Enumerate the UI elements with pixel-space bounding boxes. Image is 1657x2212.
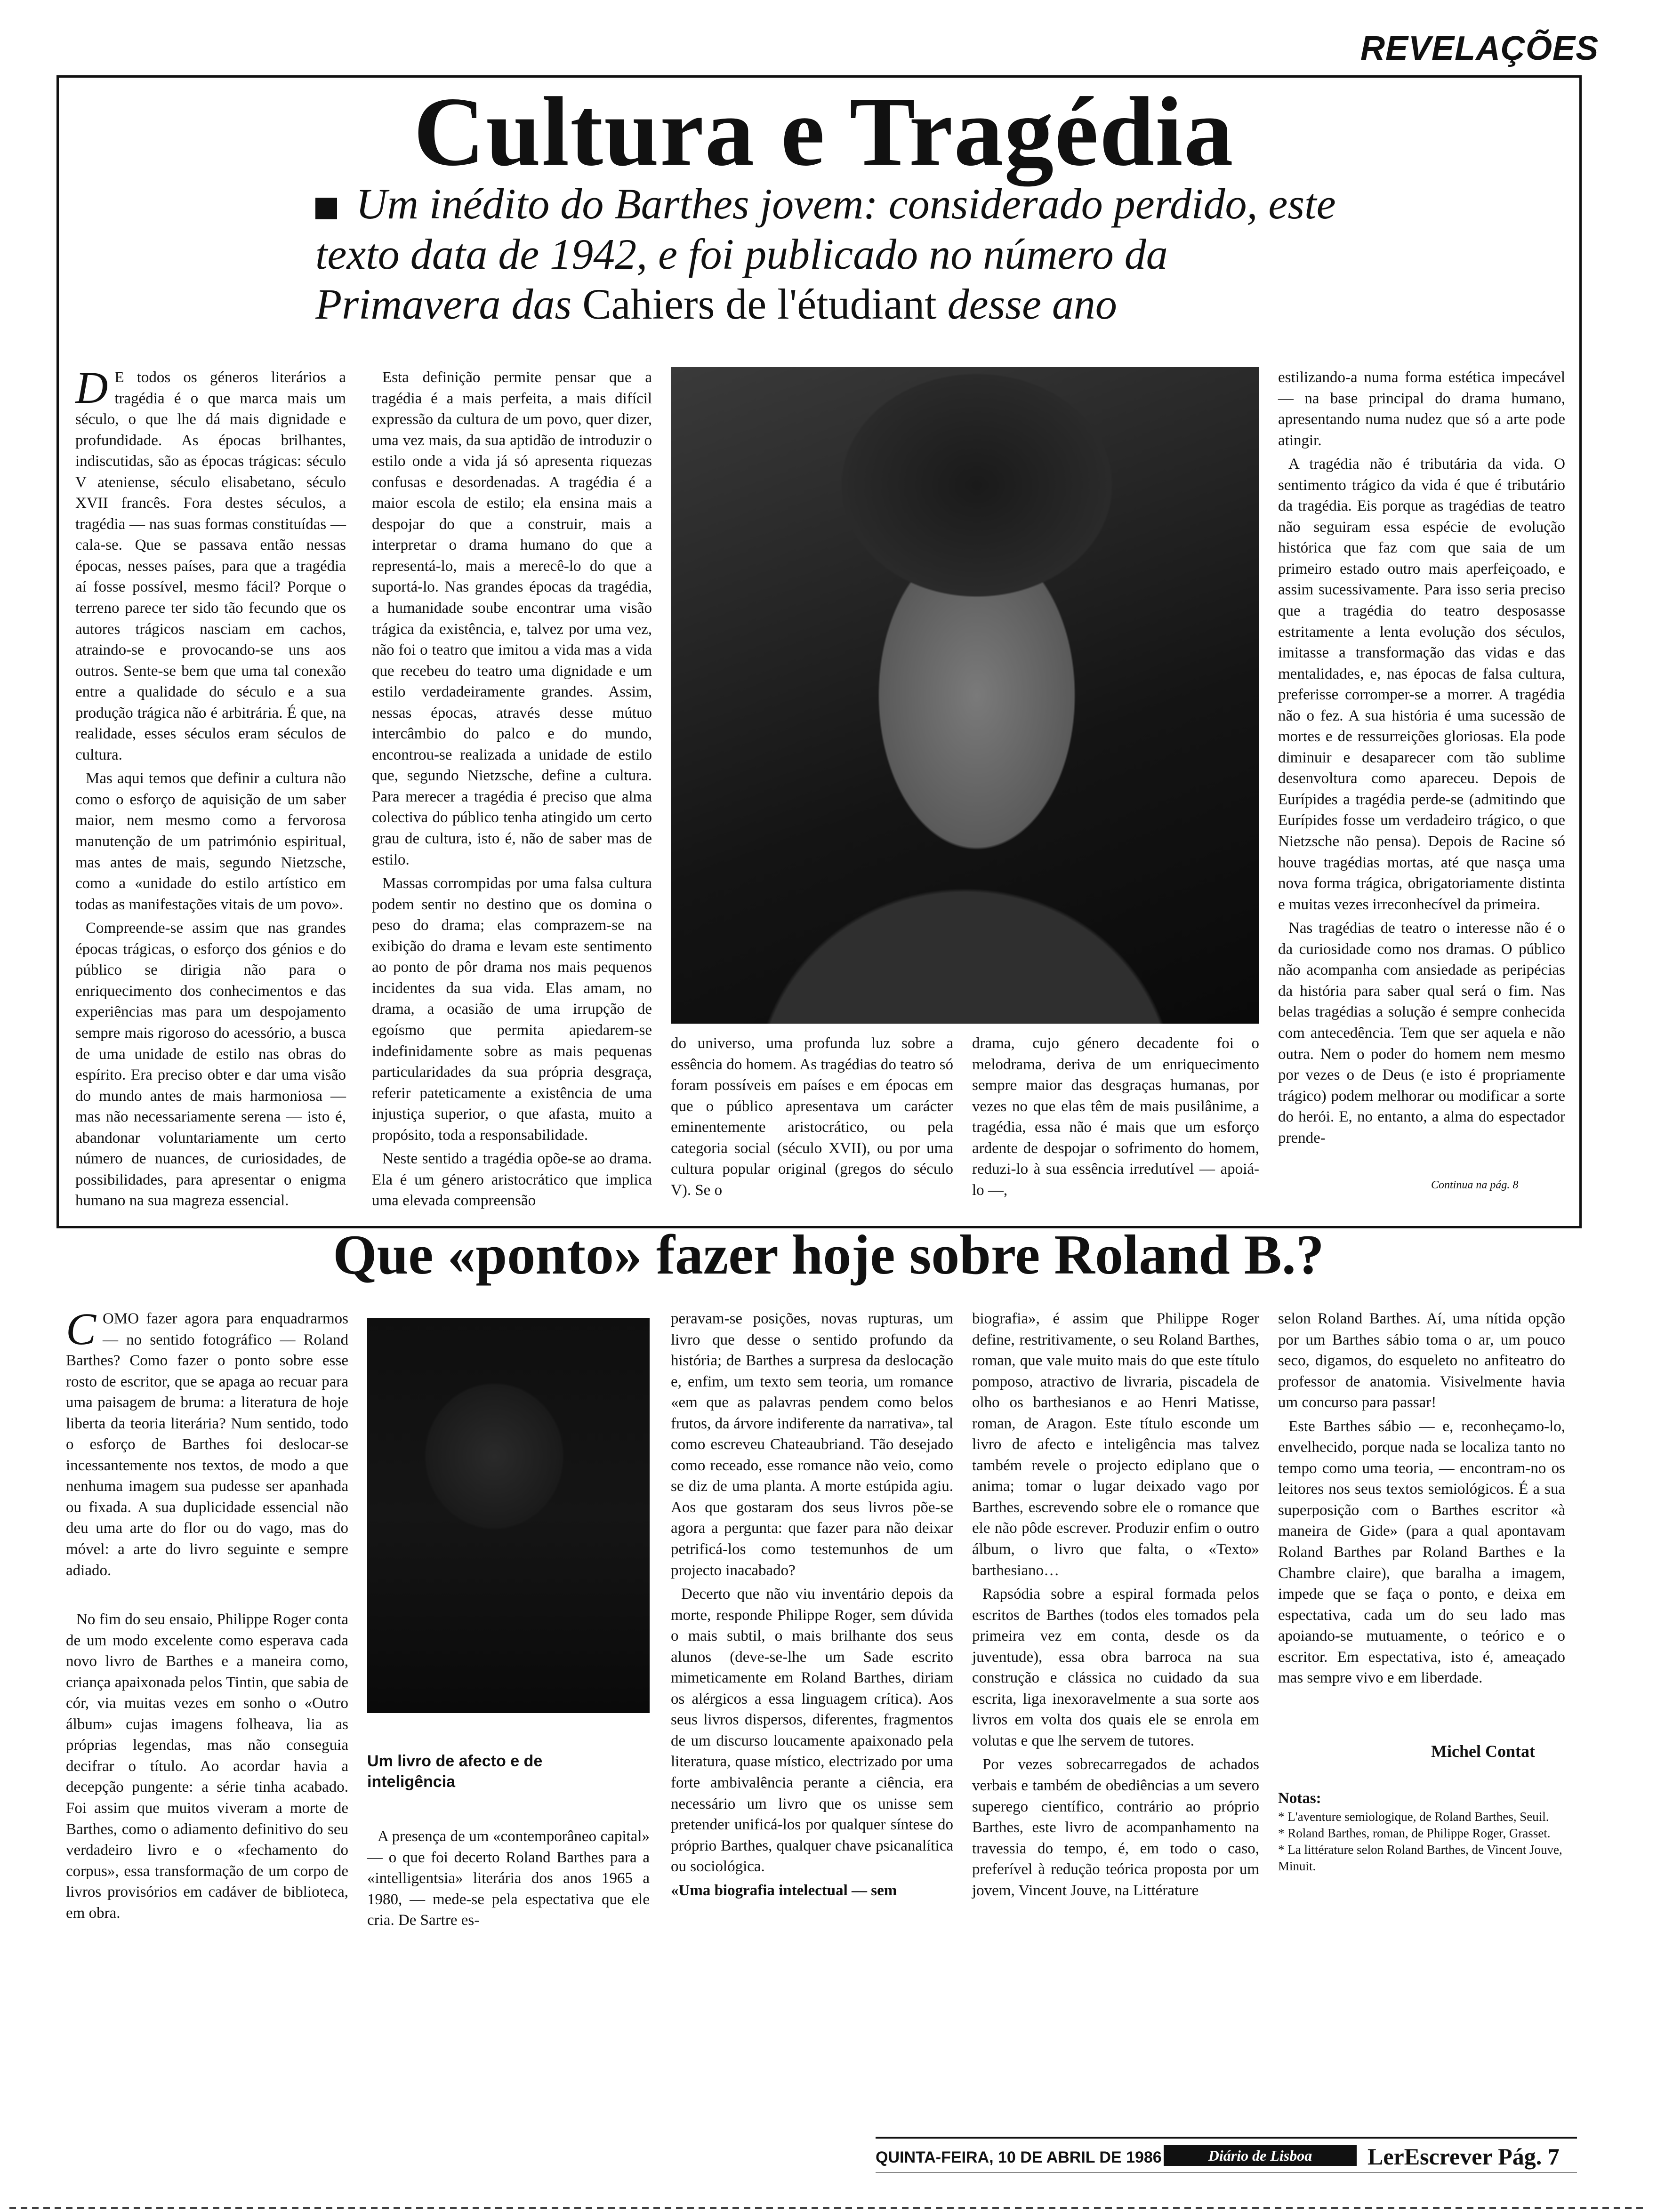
- headline-cultura-tragedia: Cultura e Tragédia: [413, 77, 1234, 186]
- bullet-square: [315, 198, 337, 219]
- article1-column-1: D E todos os géneros literários a tragédia é o que marca mais um século, o que lhe dá mais dignidade e profundidade. As épocas brilhantes, indiscutidas, são as épocas trágicas: século V ateniense, século elisabetano, século XVII francês. Fora destes séculos, a tragédia — nas suas formas constituídas — cala-se. Que se passava então nessas épocas, nesses países, para que a tragédia aí fosse possível, mesmo fácil? Porque o terreno parece ter sido tão fecundo que os autores trágicos nasciam em cachos, atraindo-se e provocando-se uns aos outros. Sente-se bem que uma tal conexão entre a qualidade do século e a sua produção trágica não é arbitrária. É que, na realidade, esses séculos eram séculos de cultura. Mas aqui temos que definir a cultura não como o esforço de aquisição de um saber maior, nem mesmo como a fervorosa manutenção de um património espiritual, mas antes de mais, segundo Nietzsche, como a «unidade do estilo artístico em todas as manifestações vitais de um povo». Compreende-se assim que nas grandes épocas trágicas, o esforço dos génios e do público se dirigia não para o enriquecimento dos conhecimentos e das experiências mas para um despojamento sempre mais rigoroso do acessório, a busca de uma unidade de estilo nas obras do espírito. Era preciso obter e dar uma visão do mundo antes de mais harmoniosa — mas não necessariamente serena — isto é, abandonar voluntariamente um certo número de nuances, de curiosidades, de possibilidades, para apresentar o enigma humano na sua magreza essencial.: [75, 362, 346, 1210]
- note-item: * La littérature selon Roland Barthes, de Vincent Jouve, Minuit.: [1278, 1843, 1562, 1874]
- headline-roland-b: Que «ponto» fazer hoje sobre Roland B.?: [333, 1223, 1324, 1286]
- article1-column-2: Esta definição permite pensar que a tragédia é a mais perfeita, a mais difícil expressão da cultura de um povo, quer dizer, uma vez mais, da sua aptidão de introduzir o estilo onde a vida já só apresenta riquezas confusas e desordenadas. A tragédia é a maior escola de estilo; ela ensina mais a despojar do que a construir, mais a interpretar o drama humano do que a representá-lo, mais a merecê-lo do que a suportá-lo. Nas grandes épocas da tragédia, a humanidade soube encontrar uma visão trágica da existência, e, talvez por uma vez, não foi o teatro que imitou a vida mas a vida que recebeu do teatro uma dignidade e um estilo verdadeiramente grandes. Assim, nessas épocas, através desse mútuo intercâmbio do palco e do mundo, encontrou-se realizada a unidade de estilo que, segundo Nietzsche, define a cultura. Para merecer a tragédia é preciso que alma colectiva do público tenha atingido um certo grau de cultura, isto é, não de saber mas de estilo. Massas corrompidas por uma falsa cultura podem sentir no destino que os domina o peso do drama; elas comprazem-se na exibição do drama e levam este sentimento ao ponto de pôr drama nos mais pequenos incidentes da sua vida. Elas amam, no drama, a ocasião de uma irrupção de egoísmo que permita apiedarem-se indefinidamente sobre as mais pequenas particularidades da sua própria desgraça, referir pateticamente a existência de uma injustiça superior, o que afasta, muito a propósito, toda a responsabilidade. Neste sentido a tragédia opõe-se ao drama. Ela é um género aristocrático que implica uma elevada compreensão: [372, 369, 652, 1210]
- note-item: * L'aventure semiologique, de Roland Barthes, Seuil.: [1278, 1809, 1549, 1824]
- section-label: REVELAÇÕES: [1360, 30, 1599, 67]
- photo-caption: Um livro de afecto e de inteligência: [367, 1752, 543, 1791]
- portrait-photo-barthes: [671, 367, 1259, 1024]
- notes-block: [1278, 1788, 1579, 1875]
- dropcap: D: [75, 362, 108, 413]
- footer-rule-bottom: [876, 2172, 1577, 2173]
- newspaper-logo: Diário de Lisboa: [1164, 2145, 1357, 2166]
- author-signature: Michel Contat: [1431, 1742, 1535, 1761]
- notes-title: Notas:: [1278, 1790, 1321, 1807]
- footer-rule: [876, 2137, 1577, 2139]
- article1-under-photo-left: do universo, uma profunda luz sobre a essência do homem. As tragédias do teatro só foram possíveis em países e em épocas em que o público apresentava um carácter eminentemente aristocrático, ou pela categoria social (século XVII), ou por uma cultura popular original (gregos do século V). Se o: [671, 1035, 953, 1199]
- photo-roland-barthes: [367, 1318, 650, 1713]
- article1-column-4: estilizando-a numa forma estética impecável — na base principal do drama humano, apresentando numa nudez que só a arte pode atingir. A tragédia não é tributária da vida. O sentimento trágico da vida é que é tributário da tragédia. Eis porque as tragédias de teatro não seguiram essa espécie de evolução histórica que faz com que saia de um primeiro estado outro mais aperfeiçoado, e assim sucessivamente. Para isso seria preciso que a tragédia do teatro desposasse estritamente a lenta evolução dos séculos, imitasse a transformação das vidas e das mentalidades, e, nas épocas de falsa cultura, preferisse corromper-se a morrer. A tragédia não o fez. A sua história é uma sucessão de mortes e de ressurreições gloriosas. Ela pode diminuir e desaparecer com tão sublime desenvoltura como apareceu. Depois de Eurípides a tragédia perde-se (admitindo que Eurípides fosse um verdadeiro trágico, o que Nietzsche não pensa). Depois de Racine só houve tragédias mortas, até que nasça uma nova forma trágica, obrigatoriamente distinta e muitas vezes irreconhecível da primeira. Nas tragédias de teatro o interesse não é o da curiosidade como nos dramas. O público não acompanha com ansiedade as peripécias da história para saber qual será o fim. Nas belas tragédias a solução é sempre conhecida com antecedência. Tem que ser aquela e não outra. Nem o poder do homem nem mesmo por vezes o de Deus (e isto é propriamente trágico) podem melhorar ou modificar a sorte do herói. E, no entanto, a alma do espectador prende-: [1278, 369, 1565, 1146]
- dropcap: C: [66, 1304, 97, 1354]
- page-number: LerEscrever Pág. 7: [1367, 2143, 1560, 2170]
- article2-column-1: COMO fazer agora para enquadrarmos — no sentido fotográfico — Roland Barthes? Como fazer o ponto sobre esse rosto de escritor, que se apaga ao recuar para uma paisagem de bruma: a literatura de hoje liberta da teoria literária? Num sentido, todo o esforço de Barthes foi deslocar-se incessantemente nos textos, de modo a que nenhuma imagem sua pudesse ser apanhada ou fixada. A sua duplicidade essencial não deu uma arte do flor ou do vago, mas do móvel: a arte do livro seguinte e sempre adiado. No fim do seu ensaio, Philippe Roger conta de um modo excelente como esperava cada novo livro de Barthes e a maneira como, criança apaixonada pelos Tintin, que sabia de cór, via muitas vezes em sonho o «Outro álbum» cujas imagens folheava, lia as próprias legendas, mas não conseguia decifrar o título. Ao acordar havia a decepção pungente: a série tinha acabado. Foi assim que muitos viveram a morte de Barthes, como o adiamento definitivo do seu verdadeiro livro e o «fechamento do corpus», essa transformação de um corpo de livros provisórios em cadáver de biblioteca, em obra.: [66, 1304, 348, 1922]
- footer-date: QUINTA-FEIRA, 10 DE ABRIL DE 1986: [876, 2148, 1162, 2166]
- article2-column-5: selon Roland Barthes. Aí, uma nítida opção por um Barthes sábio toma o ar, um pouco seco, digamos, do esqueleto no anfiteatro do professor de anatomia. Visivelmente havia um concurso para passar! Este Barthes sábio — e, reconheçamo-lo, envelhecido, porque nada se localiza tanto no tempo como uma teoria, — encontram-no os leitores nos seus textos semiológicos. É a sua superposição com o Barthes escritor «à maneira de Gide» (para a qual apontavam Roland Barthes par Roland Barthes e la Chambre claire), que baralha a imagem, impede que se faça o ponto, e deixa em espectativa, cada um do seu lado mas apoiando-se mutuamente, o teórico e o escritor. Em espectativa, isto é, ameaçado mas sempre vivo e em liberdade.: [1278, 1310, 1565, 1687]
- continued-note: Continua na pág. 8: [1431, 1179, 1519, 1191]
- article-deck: Um inédito do Barthes jovem: considerado perdido, este texto data de 1942, e foi publicado no número da Primavera das Cahiers de l'étudiant desse ano: [315, 180, 1336, 329]
- article1-under-photo-right: drama, cujo género decadente foi o melodrama, deriva de um enriquecimento sempre maior das desgraças humanas, por vezes no que elas têm de mais pusilânime, a tragédia, essa não é mais que um esforço ardente de despojar o sofrimento do homem, reduzi-lo à sua essência irredutível — apoiá-lo —,: [972, 1035, 1259, 1199]
- article2-column-3: peravam-se posições, novas rupturas, um livro que desse o sentido profundo da história; de Barthes a surpresa da deslocação e, enfim, um texto sem teoria, um romance «em que as palavras pendem como belos frutos, da árvore indiferente da narrativa», tal como escreveu Chateaubriand. Tão desejado como receado, esse romance não veio, como se diz de uma planta. A morte estúpida agiu. Aos que gostaram dos seus livros põe-se agora a pergunta: que fazer para não deixar petrificá-los como testemunhos de um projecto inacabado? Decerto que não viu inventário depois da morte, responde Philippe Roger, sem dúvida o mais subtil, o mais brilhante dos seus alunos (deve-se-lhe um Sade escrito mimeticamente em Roland Barthes, diriam os alérgicos a essa linguagem crítica). Aos seus livros dispersos, diferentes, fragmentos de um discurso loucamente apaixonado pela literatura, quase místico, electrizado por uma forte ambivalência perante a ciência, era necessário um livro que os unisse sem pretender unificá-los por qualquer síntese do próprio Barthes, qualquer chave psicanalítica ou sociológica. «Uma biografia intelectual — sem: [671, 1310, 953, 1899]
- article2-column-2-text: A presença de um «contemporâneo capital» — o que foi decerto Roland Barthes para a «intelligentsia» literária dos anos 1965 a 1980, — mede-se pela espectativa que ele cria. De Sartre es-: [367, 1828, 650, 1929]
- scan-edge-dashes: [9, 2207, 1648, 2209]
- note-item: * Roland Barthes, roman, de Philippe Roger, Grasset.: [1278, 1826, 1551, 1840]
- article2-column-4: biografia», é assim que Philippe Roger define, restritivamente, o seu Roland Barthes, roman, que vale muito mais do que este título pomposo, atractivo de livraria, piscadela de olho os barthesianos e ao Henri Matisse, roman, de Aragon. Este título esconde um livro de afecto e inteligência mas talvez também revele o projecto ediplano que o anima; tomar o lugar deixado vago por Barthes, escrevendo sobre ele o romance que ele não pôde escrever. Produzir enfim o outro álbum, o livro que falta, o «Texto» barthesiano… Rapsódia sobre a espiral formada pelos escritos de Barthes (todos eles tomados pela primeira vez em conta, desde os da juventude), essa obra barroca na sua construção e clássica no cuidado da sua escrita, liga inexoravelmente a sua sorte aos livros em volta dos quais ele se enrola em volutas e que lhe servem de tutores. Por vezes sobrecarregados de achados verbais e também de obediências a um severo superego científico, contrário ao próprio Barthes, este livro de acompanhamento na travessia do tempo, é, em todo o caso, preferível à redução teórica proposta por um jovem, Vincent Jouve, na Littérature: [972, 1310, 1259, 1899]
